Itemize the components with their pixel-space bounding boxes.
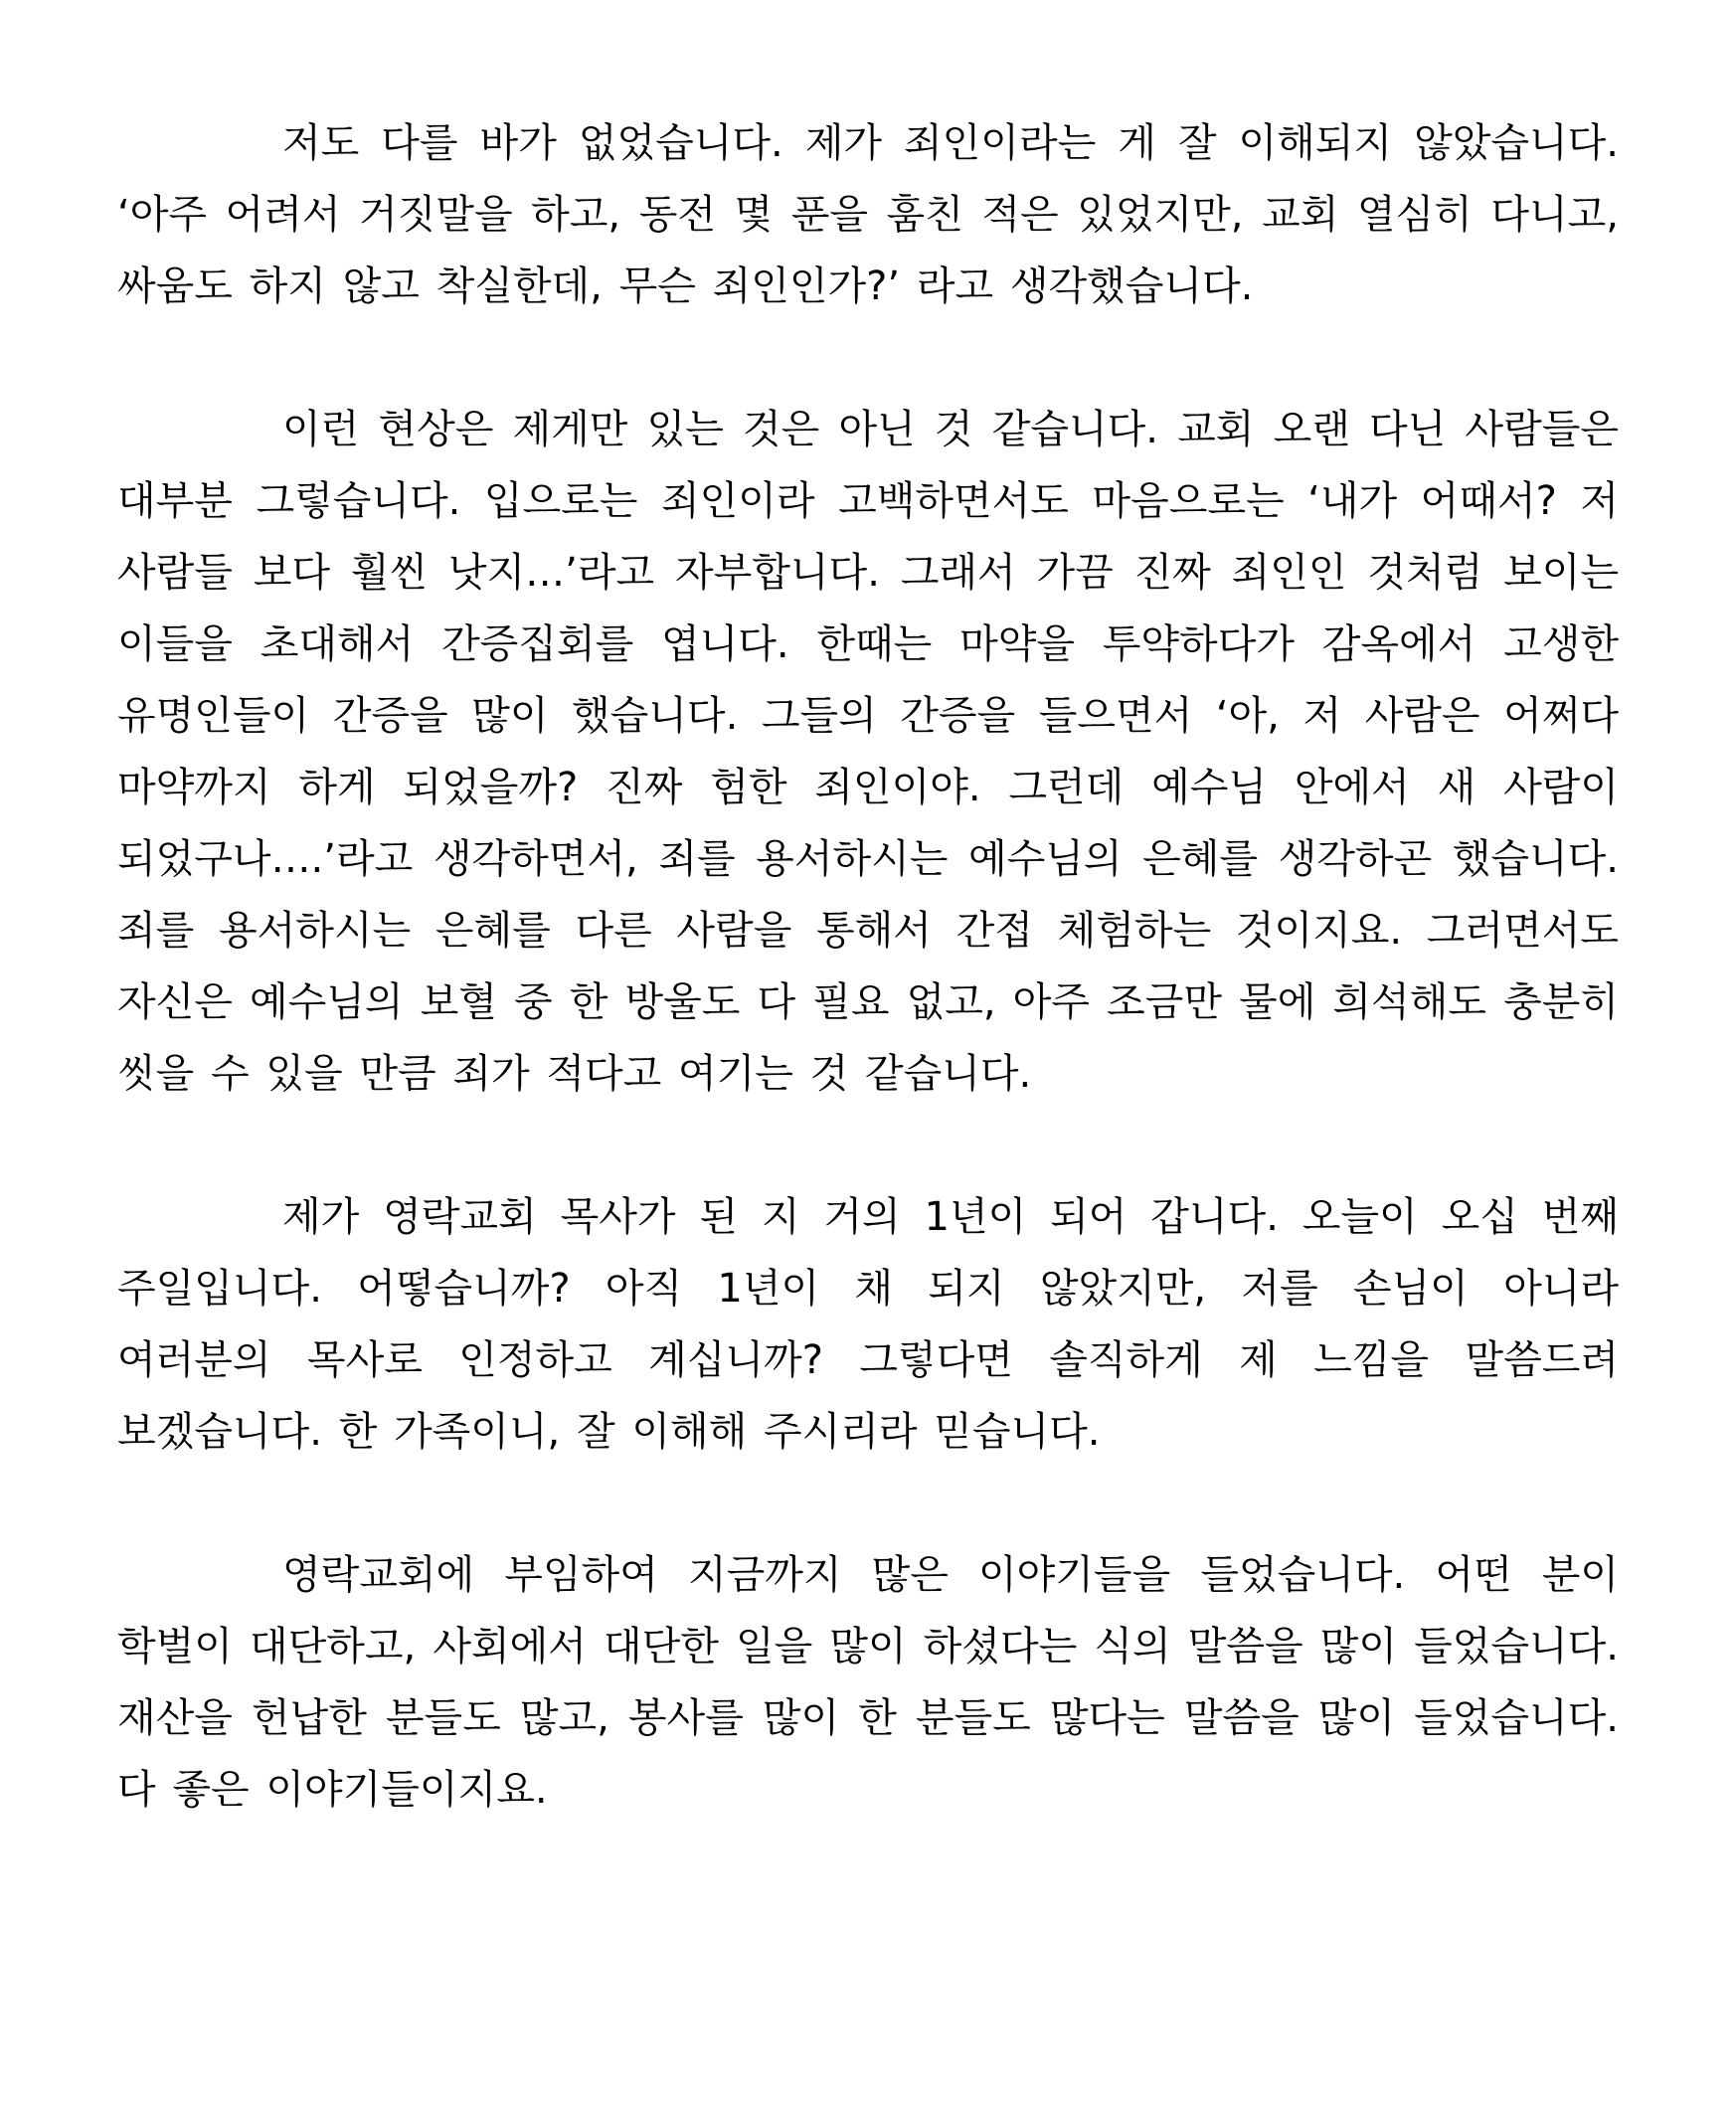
paragraph-3: 제가 영락교회 목사가 된 지 거의 1년이 되어 갑니다. 오늘이 오십 번째 주일입니다. 어떻습니까? 아직 1년이 채 되지 않았지만, 저를 손님이 아니라 여러분의 목사로 인정하고 계십니까? 그렇다면 솔직하게 제 느낌을 말씀드려 보겠습니다. 한 가족이니, 잘 이해해 주시리라 믿습니다. bbox=[117, 1194, 1619, 1455]
paragraph-1: 저도 다를 바가 없었습니다. 제가 죄인이라는 게 잘 이해되지 않았습니다. ‘아주 어려서 거짓말을 하고, 동전 몇 푼을 훔친 적은 있었지만, 교회 열심히 다니고, 싸움도 하지 않고 착실한데, 무슨 죄인인가?’ 라고 생각했습니다. bbox=[117, 120, 1619, 309]
paragraph-4: 영락교회에 부임하여 지금까지 많은 이야기들을 들었습니다. 어떤 분이 학벌이 대단하고, 사회에서 대단한 일을 많이 하셨다는 식의 말씀을 많이 들었습니다. 재산을 헌납한 분들도 많고, 봉사를 많이 한 분들도 많다는 말씀을 많이 들었습니다. 다 좋은 이야기들이지요. bbox=[117, 1552, 1619, 1813]
document-page bbox=[117, 107, 1619, 1826]
paragraph-2: 이런 현상은 제게만 있는 것은 아닌 것 같습니다. 교회 오랜 다닌 사람들은 대부분 그렇습니다. 입으로는 죄인이라 고백하면서도 마음으로는 ‘내가 어때서? 저 사람들 보다 훨씬 낫지…’라고 자부합니다. 그래서 가끔 진짜 죄인인 것처럼 보이는 이들을 초대해서 간증집회를 엽니다. 한때는 마약을 투약하다가 감옥에서 고생한 유명인들이 간증을 많이 했습니다. 그들의 간증을 들으면서 ‘아, 저 사람은 어쩌다 마약까지 하게 되었을까? 진짜 험한 죄인이야. 그런데 예수님 안에서 새 사람이 되었구나….’라고 생각하면서, 죄를 용서하시는 예수님의 은혜를 생각하곤 했습니다. 죄를 용서하시는 은혜를 다른 사람을 통해서 간접 체험하는 것이지요. 그러면서도 자신은 예수님의 보혈 중 한 방울도 다 필요 없고, 아주 조금만 물에 희석해도 충분히 씻을 수 있을 만큼 죄가 적다고 여기는 것 같습니다. bbox=[117, 407, 1619, 1097]
